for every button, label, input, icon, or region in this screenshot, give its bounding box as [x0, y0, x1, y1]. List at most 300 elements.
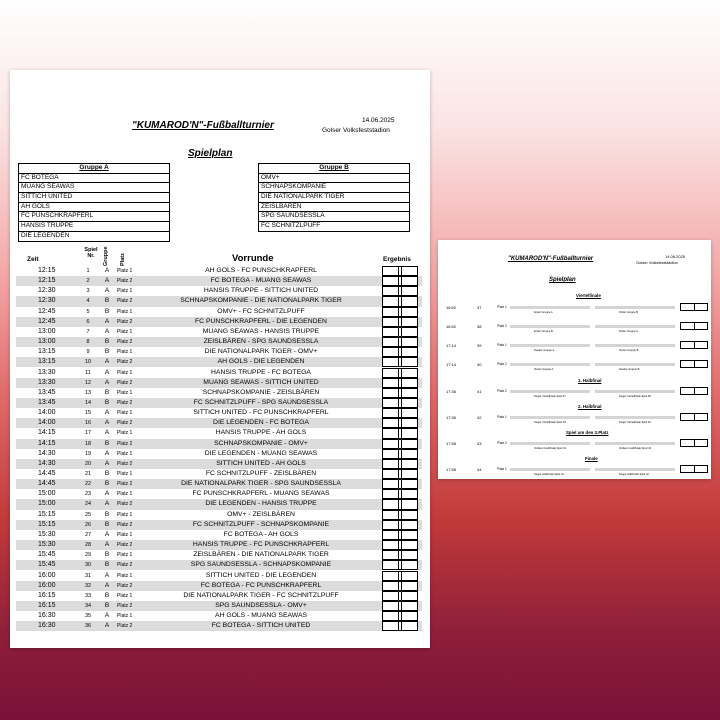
match-number: 2: [86, 278, 90, 285]
match-pairing: DIE NATIONALPARK TIGER - SPG SAUNDSESSLA: [181, 480, 341, 488]
team-slot-left-label: Sieger Halbfinale Spiel 41: [534, 472, 564, 476]
group-a-team: FC BOTEGA: [19, 174, 169, 184]
result-box: [382, 408, 418, 418]
finals-game-row: [444, 340, 707, 352]
match-number: 35: [84, 613, 92, 620]
match-time: 14:15: [38, 439, 56, 447]
group-b-team: OMV+: [259, 174, 409, 184]
match-pairing: SCHNAPSKOMPANIE - OMV+: [214, 439, 308, 447]
tournament-date: 14.06.2025: [362, 117, 395, 124]
match-row: [16, 286, 422, 296]
group-b-team: DIE NATIONALPARK TIGER: [259, 193, 409, 203]
match-row: [16, 479, 422, 489]
section-finale: Finale: [585, 456, 598, 461]
team-slot-left: [510, 325, 590, 328]
match-field: Platz 2: [117, 339, 133, 346]
match-field: Platz 1: [117, 288, 133, 295]
group-a-team: FC PUNSCHKRAPFERL: [19, 212, 169, 222]
team-slot-right: [595, 306, 675, 309]
finals-game-field: Platz 2: [497, 362, 507, 366]
match-field: Platz 2: [117, 501, 133, 508]
schedule-subtitle: Spielplan: [188, 148, 233, 159]
result-box: [382, 479, 418, 489]
match-time: 14:45: [38, 470, 56, 477]
match-number: 7: [86, 328, 90, 335]
match-field: Platz 2: [117, 542, 133, 549]
match-group: B: [104, 601, 110, 609]
result-box: [680, 322, 708, 330]
match-group: B: [104, 480, 110, 488]
match-number: 26: [84, 521, 92, 528]
match-row: [16, 347, 422, 357]
match-pairing: FC SCHNITZLPUFF - SCHNAPSKOMPANIE: [192, 520, 330, 528]
result-box: [382, 550, 418, 560]
finals-game-number: 37: [477, 305, 482, 310]
finals-title: "KUMAROD'N"-Fußballturnier: [508, 256, 594, 262]
match-field: Platz 1: [117, 308, 133, 315]
result-box: [382, 510, 418, 520]
team-slot-right: [595, 390, 675, 393]
match-number: 14: [84, 399, 92, 406]
finals-game-row: [444, 359, 707, 371]
match-row: [16, 621, 422, 631]
match-pairing: DIE NATIONALPARK TIGER - FC SCHNITZLPUFF: [183, 591, 339, 599]
match-field: Platz 2: [117, 582, 133, 589]
group-a-title: Gruppe A: [19, 164, 169, 174]
match-row: [16, 469, 422, 479]
match-time: 16:00: [38, 571, 56, 579]
result-box: [680, 303, 708, 311]
match-time: 14:30: [38, 459, 56, 467]
match-field: Platz 1: [117, 471, 133, 477]
match-time: 15:30: [38, 541, 56, 549]
result-box: [382, 439, 418, 449]
match-row: [16, 317, 422, 327]
match-pairing: AH GOLS - MUANG SEAWAS: [214, 612, 308, 620]
match-group: A: [104, 541, 110, 549]
match-time: 13:30: [38, 368, 56, 376]
result-box: [382, 459, 418, 469]
result-box: [382, 591, 418, 601]
result-box: [382, 398, 418, 408]
match-group: B: [104, 338, 110, 346]
header-vorrunde: Vorrunde: [232, 253, 274, 264]
finals-game-time: 16:52: [446, 305, 457, 310]
match-row: [16, 368, 422, 378]
match-group: A: [104, 429, 110, 437]
team-slot-left: [510, 363, 590, 366]
match-number: 23: [84, 491, 92, 498]
match-pairing: MUANG SEAWAS - HANSIS TRUPPE: [202, 327, 320, 335]
match-row: [16, 449, 422, 459]
finals-game-number: 39: [477, 343, 482, 348]
match-field: Platz 1: [117, 531, 133, 538]
match-number: 36: [84, 623, 92, 630]
finals-game-time: 17:14: [446, 362, 457, 367]
match-number: 1: [86, 268, 90, 274]
match-group: A: [104, 530, 110, 538]
finals-game-row: [444, 412, 707, 424]
finals-game-number: 42: [477, 415, 482, 420]
match-group: A: [104, 419, 110, 427]
group-b-team: SCHNAPSKOMPANIE: [259, 183, 409, 193]
team-slot-right-label: Zweiter Gruppe B: [619, 367, 640, 371]
match-field: Platz 2: [117, 420, 133, 427]
match-group: B: [104, 510, 110, 518]
team-slot-left-label: Vierter Gruppe A: [534, 367, 554, 371]
result-box: [382, 388, 418, 398]
tournament-venue: Golser Volksfeststadion: [322, 127, 390, 134]
group-a-team: AH GOLS: [19, 203, 169, 213]
match-group: A: [104, 358, 110, 366]
team-slot-right: [595, 468, 675, 471]
match-pairing: SITTICH UNITED - DIE LEGENDEN: [205, 571, 317, 579]
match-time: 13:30: [38, 378, 56, 386]
match-time: 13:45: [38, 388, 56, 396]
match-time: 14:00: [38, 419, 56, 427]
match-pairing: SITTICH UNITED - FC PUNSCHKRAPFERL: [193, 409, 329, 417]
match-row: [16, 520, 422, 530]
group-a-team: SITTICH UNITED: [19, 193, 169, 203]
match-pairing: FC BOTEGA - FC PUNSCHKRAPFERL: [200, 581, 322, 589]
match-field: Platz 2: [117, 602, 133, 609]
match-pairing: HANSIS TRUPPE - SITTICH UNITED: [203, 287, 319, 295]
team-slot-right: [595, 416, 675, 419]
match-row: [16, 591, 422, 601]
result-box: [382, 317, 418, 327]
team-slot-left-label: Zweiter Gruppe A: [534, 348, 555, 352]
result-box: [680, 387, 708, 395]
team-slot-left-label: Erster Gruppe A: [534, 310, 553, 314]
match-field: Platz 2: [117, 359, 133, 366]
match-field: Platz 1: [117, 572, 133, 579]
result-box: [382, 601, 418, 611]
match-pairing: HANSIS TRUPPE - AH GOLS: [215, 429, 307, 437]
match-row: [16, 571, 422, 581]
team-slot-right: [595, 363, 675, 366]
section-platz-3: Spiel um den 3.Platz: [566, 430, 609, 435]
match-group: B: [104, 520, 110, 528]
match-pairing: FC SCHNITZLPUFF - ZEISLBÄREN: [205, 470, 317, 477]
header-ergebnis: Ergebnis: [383, 256, 411, 263]
match-number: 16: [84, 420, 92, 427]
result-box: [680, 360, 708, 368]
team-slot-right: [595, 325, 675, 328]
finals-game-field: Platz 2: [497, 441, 507, 445]
match-group: B: [104, 591, 110, 599]
team-slot-right-label: Vierter Gruppe B: [619, 348, 639, 352]
result-box: [382, 307, 418, 317]
match-group: A: [104, 287, 110, 295]
match-row: [16, 510, 422, 520]
match-pairing: HANSIS TRUPPE - FC BOTEGA: [211, 368, 311, 376]
match-time: 14:15: [38, 429, 56, 437]
finals-game-field: Platz 2: [497, 324, 507, 328]
match-number: 21: [84, 471, 92, 477]
match-field: Platz 2: [117, 379, 133, 386]
match-row: [16, 307, 422, 317]
match-time: 12:15: [38, 277, 56, 285]
section-viertelfinale: Viertelfinale: [576, 293, 601, 298]
match-number: 27: [84, 531, 92, 538]
team-slot-left: [510, 416, 590, 419]
match-group: A: [104, 581, 110, 589]
group-a-team: HANSIS TRUPPE: [19, 222, 169, 232]
match-group: A: [104, 317, 110, 325]
finals-game-row: [444, 438, 707, 450]
match-time: 14:00: [38, 409, 56, 417]
match-pairing: MUANG SEAWAS - SITTICH UNITED: [203, 378, 319, 386]
match-pairing: SITTICH UNITED - AH GOLS: [216, 459, 306, 467]
match-row: [16, 489, 422, 499]
match-time: 15:00: [38, 500, 56, 508]
finals-game-number: 38: [477, 324, 482, 329]
team-slot-left-label: Verlierer Halbfinale Spiel 41: [534, 446, 567, 450]
match-field: Platz 1: [117, 369, 133, 376]
match-number: 33: [84, 592, 92, 599]
match-number: 18: [84, 440, 92, 447]
group-b-table: [258, 163, 410, 232]
match-group: B: [104, 388, 110, 396]
match-group: A: [104, 612, 110, 620]
match-time: 12:15: [38, 267, 56, 274]
team-slot-left: [510, 468, 590, 471]
team-slot-left: [510, 344, 590, 347]
match-number: 22: [84, 481, 92, 488]
match-row: [16, 327, 422, 337]
finals-game-number: 41: [477, 389, 482, 394]
match-time: 12:45: [38, 307, 56, 315]
team-slot-left: [510, 390, 590, 393]
match-number: 6: [86, 318, 90, 325]
match-number: 13: [84, 389, 92, 396]
match-group: A: [104, 449, 110, 457]
match-time: 15:45: [38, 551, 56, 559]
team-slot-right-label: Dritter Gruppe A: [619, 329, 638, 333]
result-box: [680, 439, 708, 447]
match-time: 12:30: [38, 287, 56, 295]
match-group: B: [104, 348, 110, 356]
match-number: 32: [84, 582, 92, 589]
group-b-team: SPG SAUNDSESSLA: [259, 212, 409, 222]
match-row: [16, 337, 422, 347]
match-pairing: OMV+ - FC SCHNITZLPUFF: [217, 307, 305, 315]
header-zeit: Zeit: [27, 256, 39, 263]
match-row: [16, 357, 422, 367]
match-field: Platz 1: [117, 613, 133, 620]
match-time: 14:45: [38, 480, 56, 488]
match-number: 17: [84, 430, 92, 437]
finals-game-row: [444, 321, 707, 333]
finals-game-row: [444, 302, 707, 314]
finals-game-number: 43: [477, 441, 482, 446]
match-time: 16:00: [38, 581, 56, 589]
match-number: 8: [86, 339, 90, 346]
match-group: A: [104, 622, 110, 630]
result-box: [382, 571, 418, 581]
team-slot-right-label: Verlierer Halbfinale Spiel 42: [619, 446, 652, 450]
header-platz: Platz: [120, 253, 126, 266]
match-field: Platz 1: [117, 552, 133, 559]
match-row: [16, 388, 422, 398]
group-b-team: FC SCHNITZLPUFF: [261, 222, 321, 230]
match-number: 10: [84, 359, 92, 366]
match-time: 13:00: [38, 327, 56, 335]
result-box: [382, 560, 418, 570]
result-box: [382, 540, 418, 550]
match-pairing: AH GOLS - FC PUNSCHKRAPFERL: [205, 267, 317, 274]
finals-game-field: Platz 1: [497, 415, 507, 419]
team-slot-left: [510, 442, 590, 445]
team-slot-left: [510, 306, 590, 309]
result-box: [680, 465, 708, 473]
section-halbfinal-2: 2. Halbfinal: [578, 404, 602, 409]
match-pairing: AH GOLS - DIE LEGENDEN: [217, 358, 305, 366]
match-field: Platz 1: [117, 410, 133, 417]
result-box: [680, 413, 708, 421]
finals-game-row: [444, 386, 707, 398]
match-time: 12:45: [38, 317, 56, 325]
match-pairing: FC BOTEGA - MUANG SEAWAS: [210, 277, 312, 285]
match-number: 24: [84, 501, 92, 508]
match-number: 12: [84, 379, 92, 386]
finals-game-field: Platz 1: [497, 305, 507, 309]
header-gruppe: Gruppe: [103, 246, 109, 266]
match-row: [16, 398, 422, 408]
match-number: 15: [84, 410, 92, 417]
match-field: Platz 1: [117, 349, 133, 356]
match-time: 13:45: [38, 398, 56, 406]
match-time: 12:30: [38, 297, 56, 305]
match-time: 16:15: [38, 601, 56, 609]
match-pairing: DIE NATIONALPARK TIGER - OMV+: [204, 348, 318, 356]
match-pairing: FC PUNSCHKRAPFERL - MUANG SEAWAS: [192, 490, 330, 498]
result-box: [382, 266, 418, 276]
match-group: A: [104, 327, 110, 335]
match-pairing: DIE LEGENDEN - FC BOTEGA: [213, 419, 309, 427]
result-box: [382, 286, 418, 296]
match-pairing: FC PUNSCHKRAPFERL - DIE LEGENDEN: [195, 317, 327, 325]
result-box: [382, 357, 418, 367]
match-row: [16, 378, 422, 388]
team-slot-right-label: Sieger Halbfinale Spiel 42: [619, 472, 649, 476]
header-spiel-nr: Spiel Nr.: [84, 247, 98, 259]
match-time: 15:00: [38, 490, 56, 498]
match-field: Platz 1: [117, 430, 133, 437]
match-time: 15:15: [38, 520, 56, 528]
match-time: 15:15: [38, 510, 56, 518]
finals-game-row: [444, 464, 707, 476]
match-pairing: FC BOTEGA - AH GOLS: [223, 530, 299, 538]
match-field: Platz 2: [117, 399, 133, 406]
finals-game-time: 17:36: [446, 389, 457, 394]
result-box: [382, 418, 418, 428]
match-group: A: [104, 571, 110, 579]
match-pairing: SPG SAUNDSESSLA - SCHNAPSKOMPANIE: [190, 561, 332, 569]
match-pairing: DIE LEGENDEN - MUANG SEAWAS: [204, 449, 318, 457]
match-number: 20: [84, 460, 92, 467]
match-pairing: SPG SAUNDSESSLA - OMV+: [215, 601, 307, 609]
match-row: [16, 611, 422, 621]
result-box: [382, 449, 418, 459]
group-a-table: [18, 163, 170, 242]
match-pairing: SCHNAPSKOMPANIE - DIE NATIONALPARK TIGER: [180, 297, 342, 305]
team-slot-right-label: Dritter Gruppe B: [619, 310, 638, 314]
result-box: [382, 347, 418, 357]
team-slot-right-label: Sieger Viertelfinale Spiel 40: [619, 420, 651, 424]
match-time: 13:00: [38, 338, 56, 346]
finals-date: 14.06.2025: [665, 254, 686, 259]
match-group: A: [104, 409, 110, 417]
match-group: B: [104, 439, 110, 447]
match-pairing: DIE LEGENDEN - HANSIS TRUPPE: [205, 500, 317, 508]
group-b-title: Gruppe B: [259, 164, 409, 174]
match-row: [16, 601, 422, 611]
tournament-title: "KUMAROD'N"-Fußballturnier: [132, 120, 274, 131]
match-field: Platz 2: [117, 521, 133, 528]
match-row: [16, 418, 422, 428]
match-field: Platz 1: [117, 511, 133, 518]
schedule-sheet-finals: [438, 240, 711, 479]
finals-game-time: 17:14: [446, 343, 457, 348]
match-field: Platz 2: [117, 440, 133, 447]
finals-game-time: 16:52: [446, 324, 457, 329]
match-number: 5: [86, 308, 90, 315]
finals-game-time: 17:58: [446, 441, 457, 446]
team-slot-left-label: Sieger Viertelfinale Spiel 37: [534, 394, 566, 398]
match-pairing: FC BOTEGA - SITTICH UNITED: [211, 622, 311, 630]
result-box: [382, 296, 418, 306]
match-group: A: [104, 500, 110, 508]
match-number: 29: [84, 552, 92, 559]
match-time: 13:15: [38, 348, 56, 356]
finals-game-field: Platz 1: [497, 467, 507, 471]
result-box: [382, 520, 418, 530]
match-field: Platz 2: [117, 460, 133, 467]
match-group: B: [104, 561, 110, 569]
match-field: Platz 2: [117, 318, 133, 325]
result-box: [382, 276, 418, 286]
match-time: 16:30: [38, 612, 56, 620]
result-box: [680, 341, 708, 349]
finals-subtitle: Spielplan: [549, 277, 576, 283]
finals-venue: Golser Volksfeststadion: [636, 260, 678, 265]
team-slot-left-label: Erster Gruppe B: [534, 329, 553, 333]
match-number: 3: [86, 288, 90, 295]
match-group: A: [104, 490, 110, 498]
finals-game-number: 40: [477, 362, 482, 367]
match-group: A: [104, 368, 110, 376]
match-field: Platz 1: [117, 592, 133, 599]
match-pairing: HANSIS TRUPPE - FC PUNSCHKRAPFERL: [192, 541, 330, 549]
match-number: 34: [84, 602, 92, 609]
match-group: B: [104, 398, 110, 406]
team-slot-right: [595, 344, 675, 347]
match-field: Platz 1: [117, 491, 133, 498]
group-b-team: ZEISLBÄREN: [259, 203, 409, 213]
match-group: B: [104, 307, 110, 315]
match-group: A: [104, 378, 110, 386]
match-field: Platz 1: [117, 389, 133, 396]
match-row: [16, 408, 422, 418]
match-number: 30: [84, 562, 92, 569]
match-time: 15:30: [38, 530, 56, 538]
result-box: [382, 368, 418, 378]
match-field: Platz 1: [117, 268, 133, 274]
match-time: 15:45: [38, 561, 56, 569]
match-pairing: SCHNAPSKOMPANIE - ZEISLBÄREN: [202, 388, 320, 396]
match-row: [16, 276, 422, 286]
